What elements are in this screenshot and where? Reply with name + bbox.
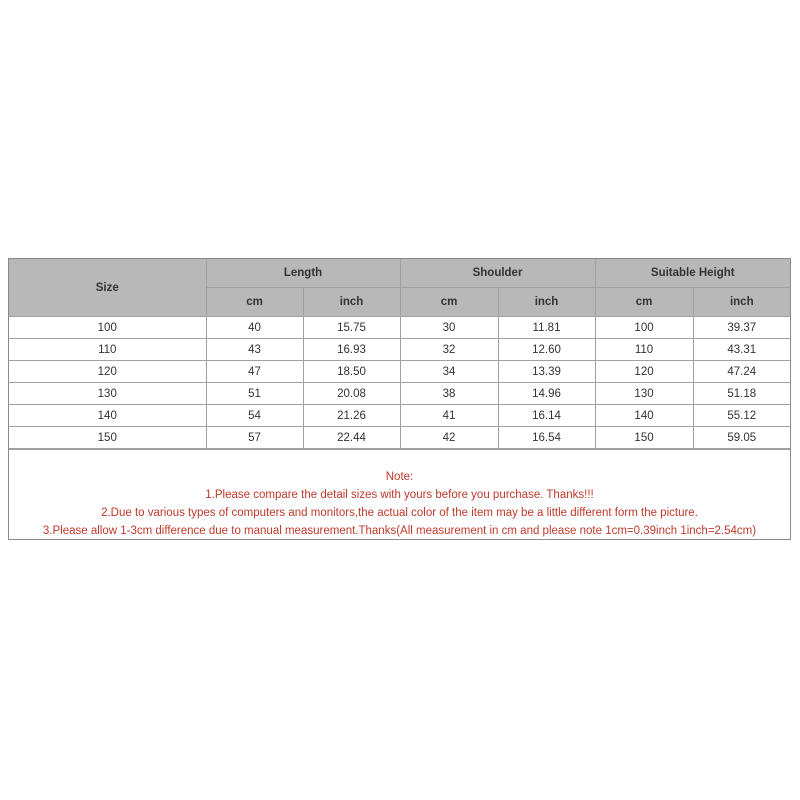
height-cm-header: cm <box>595 288 693 317</box>
length-inch-cell: 15.75 <box>303 317 400 339</box>
size-cell: 140 <box>9 405 206 427</box>
shoulder-cm-cell: 32 <box>400 339 498 361</box>
height-inch-cell: 43.31 <box>693 339 790 361</box>
shoulder-cm-header: cm <box>400 288 498 317</box>
length-group-header: Length <box>206 259 400 288</box>
length-inch-cell: 22.44 <box>303 427 400 449</box>
length-cm-cell: 54 <box>206 405 303 427</box>
length-cm-cell: 43 <box>206 339 303 361</box>
shoulder-group-header: Shoulder <box>400 259 595 288</box>
note-line-2: 2.Due to various types of computers and monitors,the actual color of the item may be a little different form the picture. <box>101 507 698 519</box>
note-line-1: 1.Please compare the detail sizes with yours before you purchase. Thanks!!! <box>205 489 594 501</box>
table-row <box>9 427 790 449</box>
suitable-height-group-header: Suitable Height <box>595 259 790 288</box>
table-header <box>9 259 790 317</box>
length-inch-cell: 16.93 <box>303 339 400 361</box>
shoulder-inch-cell: 13.39 <box>498 361 595 383</box>
shoulder-inch-cell: 16.54 <box>498 427 595 449</box>
height-inch-cell: 47.24 <box>693 361 790 383</box>
shoulder-inch-cell: 16.14 <box>498 405 595 427</box>
height-cm-cell: 100 <box>595 317 693 339</box>
size-column-header: Size <box>9 259 206 317</box>
table-row <box>9 383 790 405</box>
length-cm-header: cm <box>206 288 303 317</box>
table-row <box>9 361 790 383</box>
height-cm-cell: 130 <box>595 383 693 405</box>
size-cell: 100 <box>9 317 206 339</box>
size-cell: 150 <box>9 427 206 449</box>
length-cm-cell: 40 <box>206 317 303 339</box>
table-body <box>9 317 790 449</box>
length-cm-cell: 51 <box>206 383 303 405</box>
header-group-row <box>9 259 790 288</box>
size-table <box>9 259 790 449</box>
table-row <box>9 317 790 339</box>
table-row <box>9 339 790 361</box>
notes-section <box>9 449 790 539</box>
height-cm-cell: 110 <box>595 339 693 361</box>
shoulder-cm-cell: 30 <box>400 317 498 339</box>
shoulder-inch-cell: 12.60 <box>498 339 595 361</box>
size-cell: 110 <box>9 339 206 361</box>
size-cell: 130 <box>9 383 206 405</box>
note-line-3: 3.Please allow 1-3cm difference due to manual measurement.Thanks(All measurement in cm and please note 1cm=0.39inch 1inch=2.54cm) <box>42 525 757 537</box>
shoulder-cm-cell: 38 <box>400 383 498 405</box>
size-cell: 120 <box>9 361 206 383</box>
length-inch-header: inch <box>303 288 400 317</box>
shoulder-cm-cell: 42 <box>400 427 498 449</box>
notes-title: Note: <box>385 471 414 483</box>
shoulder-inch-cell: 14.96 <box>498 383 595 405</box>
shoulder-cm-cell: 41 <box>400 405 498 427</box>
height-inch-cell: 39.37 <box>693 317 790 339</box>
length-inch-cell: 18.50 <box>303 361 400 383</box>
length-cm-cell: 47 <box>206 361 303 383</box>
height-cm-cell: 150 <box>595 427 693 449</box>
height-inch-cell: 51.18 <box>693 383 790 405</box>
shoulder-inch-cell: 11.81 <box>498 317 595 339</box>
table-row <box>9 405 790 427</box>
height-inch-cell: 55.12 <box>693 405 790 427</box>
length-inch-cell: 20.08 <box>303 383 400 405</box>
height-cm-cell: 140 <box>595 405 693 427</box>
shoulder-inch-header: inch <box>498 288 595 317</box>
height-inch-header: inch <box>693 288 790 317</box>
length-cm-cell: 57 <box>206 427 303 449</box>
size-chart <box>8 258 791 540</box>
height-inch-cell: 59.05 <box>693 427 790 449</box>
height-cm-cell: 120 <box>595 361 693 383</box>
length-inch-cell: 21.26 <box>303 405 400 427</box>
shoulder-cm-cell: 34 <box>400 361 498 383</box>
